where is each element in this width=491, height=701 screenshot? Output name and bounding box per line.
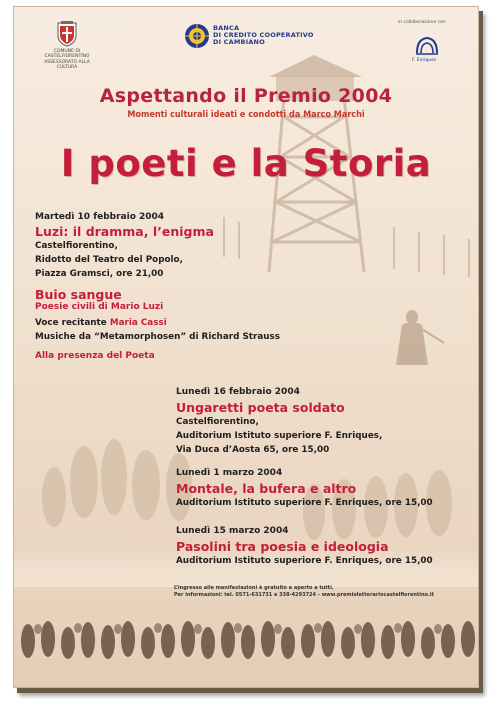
event-2-date: Lunedì 16 febbraio 2004 [176,387,300,397]
event-3-line-1: Auditorium Istituto superiore F. Enriques, ore 15,00 [176,498,433,508]
event-2-title: Ungaretti poeta soldato [176,400,345,415]
bank-name [213,25,314,45]
event-1-section-title: Buio sangue [35,287,122,302]
subtitle: Momenti culturali ideati e condotti da Marco Marchi [127,110,365,120]
page-title: I poeti e la Storia [60,142,432,185]
event-1-music: Musiche da “Metamorphosen” di Richard Strauss [35,332,280,342]
school-logo-icon [414,35,440,57]
event-3-title: Montale, la bufera e altro [176,481,357,496]
poster [13,6,479,688]
bank-line-3: DI CAMBIANO [213,37,265,46]
footer [174,585,434,599]
event-2-line-3: Via Duca d’Aosta 65, ore 15,00 [176,445,330,455]
event-2-line-2: Auditorium Istituto superiore F. Enriques, [176,431,383,441]
voice-name: Maria Cassi [109,318,167,328]
event-4-title: Pasolini tra poesia e ideologia [176,539,389,554]
event-3-date: Lunedì 1 marzo 2004 [176,468,283,478]
event-2 [176,387,382,457]
event-1-place-3: Piazza Gramsci, ore 21,00 [35,269,164,279]
event-1-date: Martedì 10 febbraio 2004 [35,212,165,222]
event-1-presence: Alla presenza del Poeta [35,351,155,361]
collaboration-note: in collaborazione con [398,20,446,25]
event-1-place-1: Castelfiorentino, [35,241,118,251]
footer-line-1: L’ingresso alle manifestazioni è gratuito e aperto a tutti. [174,585,334,591]
bank-line-1: BANCA [213,24,240,32]
event-4 [176,526,433,568]
event-1-place-2: Ridotto del Teatro del Popolo, [35,255,183,265]
voice-prefix: Voce recitante [35,318,107,328]
municipality-crest-icon [56,21,78,47]
municipality-caption [34,49,100,71]
bank-logo-icon [184,23,210,49]
footer-line-2: Per informazioni: tel. 0571-631731 e 338-4293724 - www.premioletterariocastelfiorentino.it [174,592,434,598]
event-1 [35,212,280,361]
event-3 [176,468,433,510]
school-logo-label: F. Enriques [412,58,437,63]
event-1-voice [35,316,280,330]
pre-title: Aspettando il Premio 2004 [99,85,393,107]
event-1-section-sub: Poesie civili di Mario Luzi [35,302,164,312]
municipality-line-1: COMUNE DI CASTELFIORENTINO [44,49,90,60]
bank-line-2: DI CREDITO COOPERATIVO [213,30,314,39]
event-2-line-1: Castelfiorentino, [176,417,259,427]
event-4-line-1: Auditorium Istituto superiore F. Enriques, ore 15,00 [176,556,433,566]
event-1-title: Luzi: il dramma, l’enigma [35,224,214,239]
event-4-date: Lunedì 15 marzo 2004 [176,526,289,536]
municipality-line-2: ASSESSORATO ALLA CULTURA [44,59,90,71]
